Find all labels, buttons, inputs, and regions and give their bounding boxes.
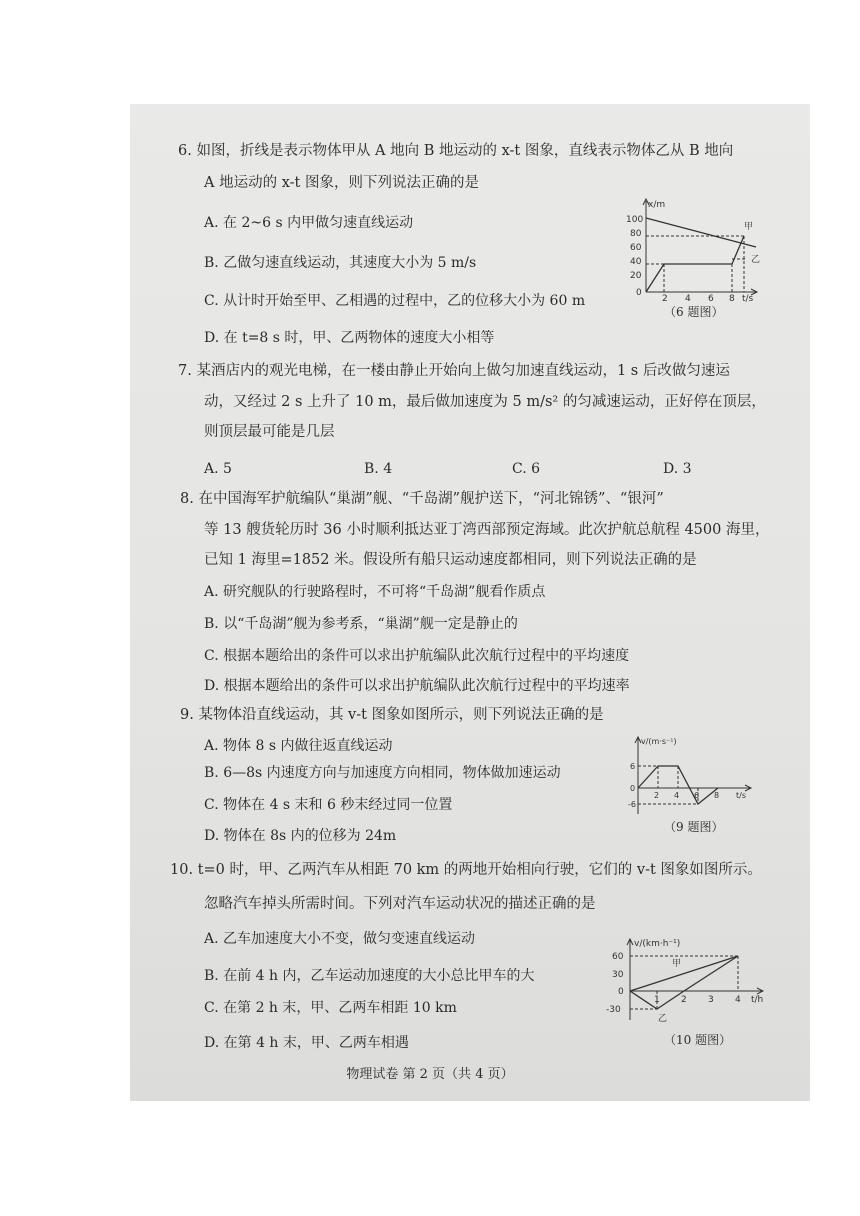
q6-graph-xtick: 4 [685, 294, 691, 303]
page-footer: 物理试卷 第 2 页（共 4 页） [346, 1067, 514, 1082]
q9-graph-xtick: 4 [674, 791, 680, 800]
q10-graph-xtick: 3 [708, 995, 714, 1005]
q10-graph-xlabel: t/h [751, 995, 764, 1005]
q6-graph-label-yi: 乙 [751, 255, 761, 265]
q7-stem-line2: 动，又经过 2 s 上升了 10 m，最后做加速度为 5 m/s² 的匀减速运动，正好停在顶层， [204, 394, 766, 410]
q9-option-b: B. 6—8s 内速度方向与加速度方向相同，物体做加速运动 [204, 765, 561, 781]
q10-option-d: D. 在第 4 h 末，甲、乙两车相遇 [204, 1035, 409, 1051]
q9-graph-ylabel: v/(m·s⁻¹) [641, 737, 677, 746]
q9-option-c: C. 物体在 4 s 末和 6 秒末经过同一位置 [204, 797, 453, 813]
q6-graph-ytick: 20 [630, 271, 642, 281]
q9-vt-graph [628, 734, 758, 818]
q6-xt-graph [616, 197, 766, 303]
q10-graph-xtick: 4 [735, 995, 741, 1005]
q9-graph-xtick: 8 [714, 791, 720, 800]
q9-option-d: D. 物体在 8s 内的位移为 24m [204, 828, 397, 844]
q7-option-d: D. 3 [663, 461, 692, 477]
q10-option-b: B. 在前 4 h 内，乙车运动加速度的大小总比甲车的大 [204, 968, 535, 984]
q9-caption: （9 题图） [664, 820, 724, 834]
q8-option-d: D. 根据本题给出的条件可以求出护航编队此次航行过程中的平均速率 [204, 678, 630, 694]
q10-graph-label-jia: 甲 [672, 959, 682, 969]
q7-option-c: C. 6 [512, 461, 541, 477]
q10-graph-ytick: 60 [612, 952, 624, 962]
q10-graph-xtick: 1 [654, 995, 660, 1005]
q6-graph-ylabel: x/m [648, 200, 666, 210]
q7-stem-line3: 则顶层最可能是几层 [204, 424, 335, 440]
q7-stem-line1: 7. 某酒店内的观光电梯，在一楼由静止开始向上做匀加速直线运动，1 s 后改做匀速运 [178, 363, 730, 379]
q9-graph-ytick: -6 [628, 800, 636, 809]
q9-graph-xtick: 6 [694, 791, 700, 800]
q7-option-a: A. 5 [204, 461, 232, 477]
q8-option-b: B. 以“千岛湖”舰为参考系，“巢湖”舰一定是静止的 [204, 616, 518, 632]
q6-graph-xtick: 6 [708, 294, 714, 303]
q9-graph-ytick: 6 [630, 762, 636, 771]
q10-graph-label-yi: 乙 [658, 1014, 668, 1024]
q6-option-d: D. 在 t=8 s 时，甲、乙两物体的速度大小相等 [204, 330, 495, 346]
q10-stem-line1: 10. t=0 时，甲、乙两汽车从相距 70 km 的两地开始相向行驶，它们的 v-t 图象如图所示。 [170, 862, 762, 878]
q6-graph-xtick: 8 [729, 294, 735, 303]
q8-stem-line1: 8. 在中国海军护航编队“巢湖”舰、“千岛湖”舰护送下，“河北锦锈”、“银河” [180, 491, 664, 507]
q7-option-b: B. 4 [364, 461, 393, 477]
q6-graph-ytick: 100 [626, 215, 644, 225]
q9-graph-xlabel: t/s [736, 791, 746, 800]
q6-graph-xtick: 2 [662, 294, 668, 303]
q6-stem-line2: A 地运动的 x-t 图象，则下列说法正确的是 [204, 175, 479, 191]
q10-option-a: A. 乙车加速度大小不变，做匀变速直线运动 [204, 931, 476, 947]
q10-graph-ytick: -30 [606, 1005, 621, 1015]
q8-stem-line3: 已知 1 海里=1852 米。假设所有船只运动速度都相同，则下列说法正确的是 [204, 552, 697, 568]
q6-option-b: B. 乙做匀速直线运动，其速度大小为 5 m/s [204, 255, 477, 271]
q9-graph-xtick: 2 [654, 791, 660, 800]
q6-option-a: A. 在 2~6 s 内甲做匀速直线运动 [204, 215, 414, 231]
q9-option-a: A. 物体 8 s 内做往返直线运动 [204, 738, 393, 754]
q10-graph-ytick: 30 [612, 970, 624, 980]
q10-graph-ylabel: v/(km·h⁻¹) [634, 939, 681, 949]
q6-graph-ytick: 80 [630, 229, 642, 239]
q6-caption: （6 题图） [664, 305, 724, 319]
q10-graph-xtick: 2 [681, 995, 687, 1005]
q8-stem-line2: 等 13 艘货轮历时 36 小时顺利抵达亚丁湾西部预定海域。此次护航总航程 4500 海里， [204, 522, 770, 538]
q6-stem-line1: 6. 如图，折线是表示物体甲从 A 地向 B 地运动的 x-t 图象，直线表示物体乙从 B 地向 [178, 143, 734, 159]
q8-option-c: C. 根据本题给出的条件可以求出护航编队此次航行过程中的平均速度 [204, 648, 630, 664]
q6-graph-ytick: 0 [636, 288, 642, 298]
q6-option-c: C. 从计时开始至甲、乙相遇的过程中，乙的位移大小为 60 m [204, 293, 586, 309]
q8-option-a: A. 研究舰队的行驶路程时，不可将“千岛湖”舰看作质点 [204, 584, 546, 600]
q9-graph-ytick: 0 [630, 784, 636, 793]
q6-graph-label-jia: 甲 [744, 222, 754, 232]
q6-graph-ytick: 60 [630, 243, 642, 253]
q10-vt-graph [604, 936, 770, 1024]
q10-graph-ytick: 0 [618, 987, 624, 997]
q6-graph-ytick: 40 [630, 257, 642, 267]
q9-stem-line1: 9. 某物体沿直线运动，其 v-t 图象如图所示，则下列说法正确的是 [180, 707, 604, 723]
q10-caption: （10 题图） [664, 1033, 732, 1047]
q6-graph-xlabel: t/s [742, 294, 754, 303]
q10-option-c: C. 在第 2 h 末，甲、乙两车相距 10 km [204, 1000, 457, 1016]
q10-stem-line2: 忽略汽车掉头所需时间。下列对汽车运动状况的描述正确的是 [204, 896, 596, 912]
